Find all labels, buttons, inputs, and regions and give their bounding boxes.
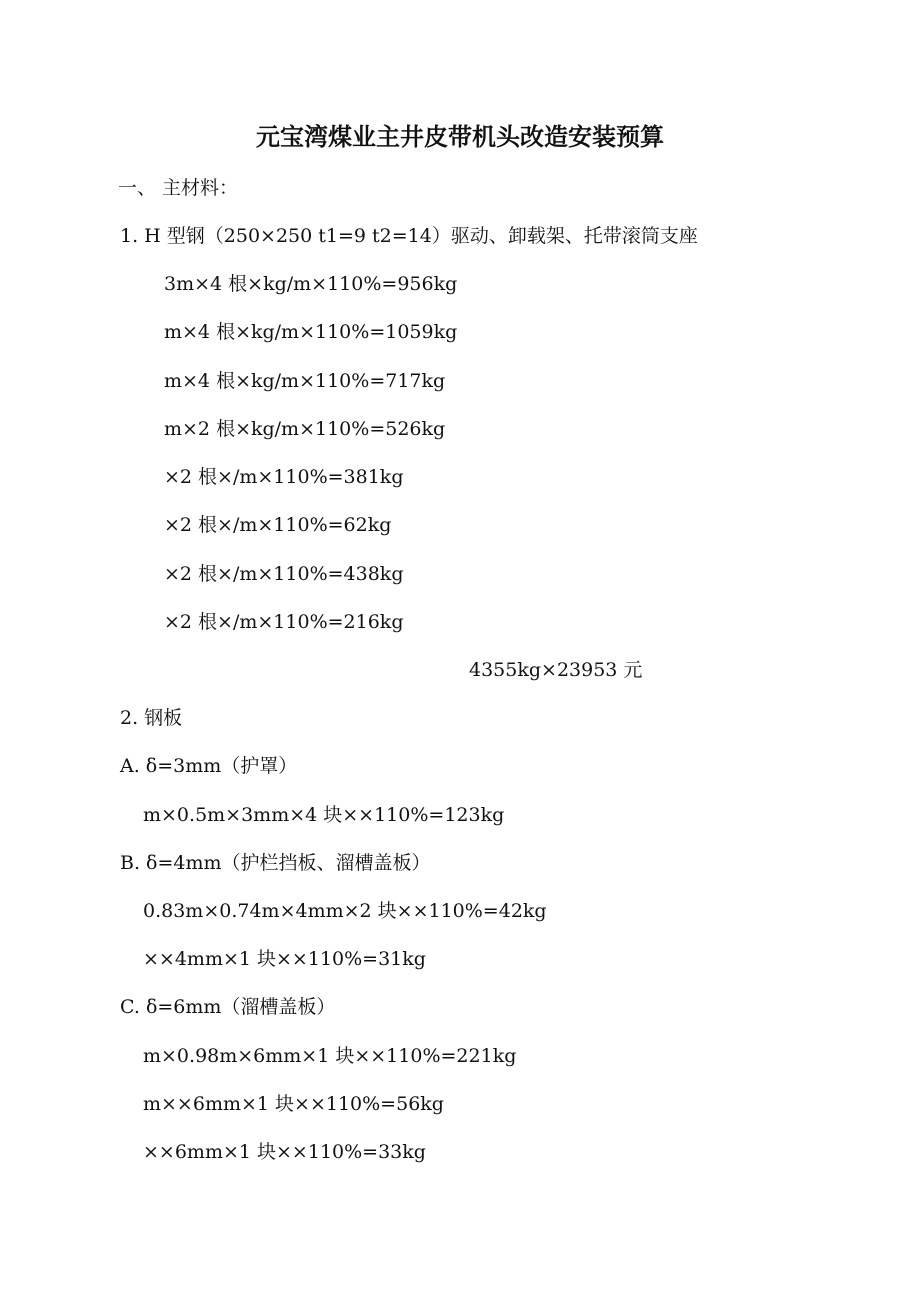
calc-line: 0.83m×0.74m×4mm×2 块××110%=42kg [143, 900, 547, 922]
subitem-heading-c: C. δ=6mm（溜槽盖板） [120, 996, 336, 1018]
calc-line: m×4 根×kg/m×110%=717kg [164, 370, 446, 392]
document-title: 元宝湾煤业主井皮带机头改造安装预算 [256, 122, 664, 151]
calc-line: m×2 根×kg/m×110%=526kg [164, 418, 446, 440]
subitem-heading-b: B. δ=4mm（护栏挡板、溜槽盖板） [120, 852, 431, 874]
calc-line: 3m×4 根×kg/m×110%=956kg [164, 273, 458, 295]
calc-line: ××4mm×1 块××110%=31kg [143, 948, 426, 970]
subitem-heading-a: A. δ=3mm（护罩） [120, 755, 298, 777]
calc-line: m×0.98m×6mm×1 块××110%=221kg [143, 1045, 517, 1067]
calc-line: ××6mm×1 块××110%=33kg [143, 1141, 426, 1163]
calc-line: ×2 根×/m×110%=381kg [164, 466, 404, 488]
calc-line: ×2 根×/m×110%=216kg [164, 611, 404, 633]
calc-line: ×2 根×/m×110%=438kg [164, 563, 404, 585]
item-heading-steel-plate: 2. 钢板 [120, 707, 183, 729]
section-heading-main-materials: 一、 主材料： [118, 177, 239, 199]
item-heading-h-steel: 1. H 型钢（250×250 t1=9 t2=14）驱动、卸载架、托带滚筒支座 [120, 225, 698, 247]
calc-line: ×2 根×/m×110%=62kg [164, 514, 392, 536]
subtotal-line: 4355kg×23953 元 [469, 659, 643, 681]
calc-line: m××6mm×1 块××110%=56kg [143, 1093, 444, 1115]
calc-line: m×4 根×kg/m×110%=1059kg [164, 321, 458, 343]
calc-line: m×0.5m×3mm×4 块××110%=123kg [143, 804, 505, 826]
